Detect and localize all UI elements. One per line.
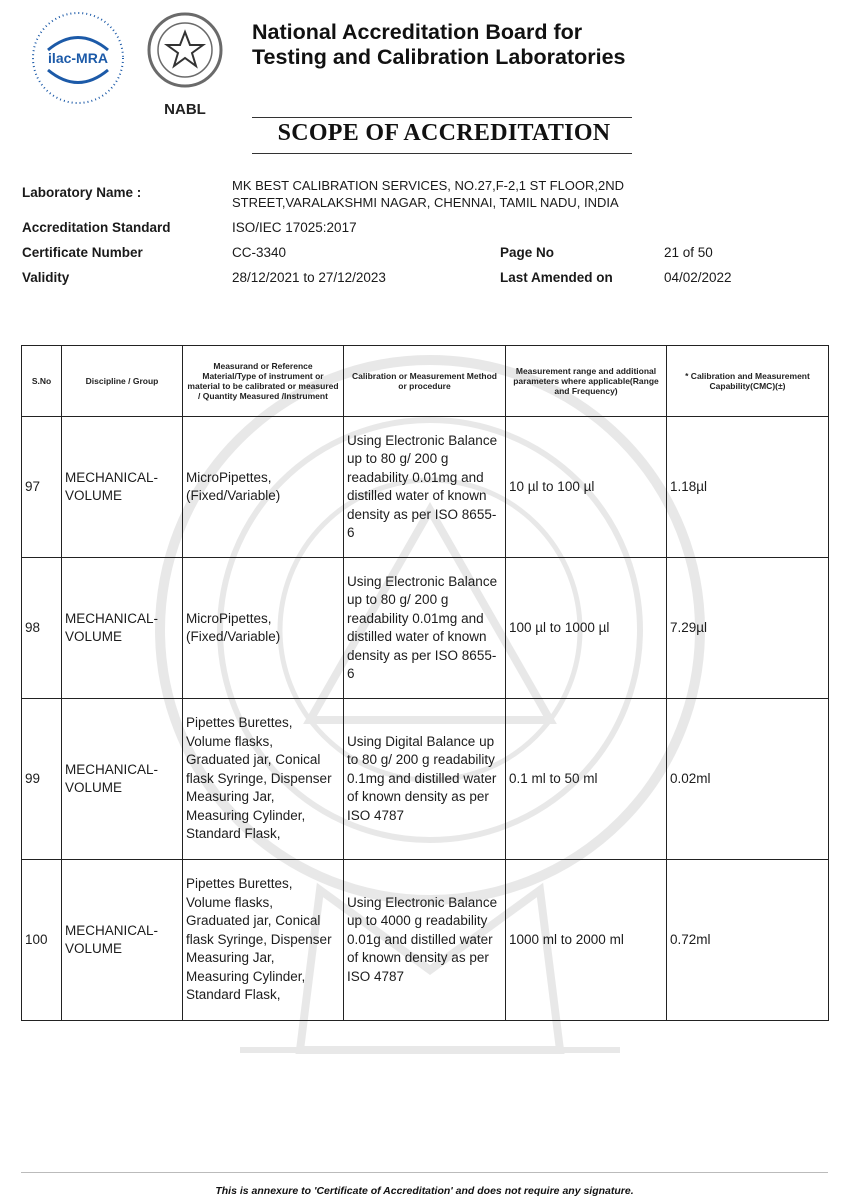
validity-value: 28/12/2021 to 27/12/2023 (232, 270, 386, 285)
page-no-label: Page No (500, 245, 555, 260)
table-header-row (22, 346, 829, 417)
validity-label: Validity (22, 270, 70, 285)
cell-sno: 97 (22, 417, 62, 558)
lab-name-value (232, 177, 712, 211)
page-no-value: 21 of 50 (664, 245, 713, 260)
certificate-value: CC-3340 (232, 245, 287, 260)
table-row (22, 699, 829, 860)
header-range: Measurement range and additional parameters where applicable(Range and Frequency) (506, 346, 667, 417)
certificate-label: Certificate Number (22, 245, 143, 260)
last-amended-value: 04/02/2022 (664, 270, 732, 285)
header-sno: S.No (22, 346, 62, 417)
cell-discipline: MECHANICAL- VOLUME (62, 558, 183, 699)
header-measurand: Measurand or Reference Material/Type of instrument or material to be calibrated or measured / Quantity Measured /Instrument (183, 346, 344, 417)
cell-method: Using Electronic Balance up to 4000 g readability 0.01g and distilled water of known density as per ISO 4787 (344, 860, 506, 1021)
cell-measurand: Pipettes Burettes, Volume flasks, Graduated jar, Conical flask Syringe, Dispenser Measuring Jar, Measuring Cylinder, Standard Flask, (183, 699, 344, 860)
table-row (22, 417, 829, 558)
scope-table (21, 345, 829, 1021)
cell-sno: 99 (22, 699, 62, 860)
cell-measurand: Pipettes Burettes, Volume flasks, Graduated jar, Conical flask Syringe, Dispenser Measuring Jar, Measuring Cylinder, Standard Flask, (183, 860, 344, 1021)
cell-sno: 98 (22, 558, 62, 699)
cell-cmc: 0.72ml (667, 860, 829, 1021)
cell-discipline: MECHANICAL- VOLUME (62, 699, 183, 860)
table-row (22, 558, 829, 699)
footer-note: This is annexure to 'Certificate of Accreditation' and does not require any signature. (215, 1185, 634, 1197)
footer-divider (21, 1172, 828, 1173)
header-cmc: * Calibration and Measurement Capability(CMC)(±) (667, 346, 829, 417)
cell-cmc: 1.18µl (667, 417, 829, 558)
cell-range: 0.1 ml to 50 ml (506, 699, 667, 860)
lab-name-label: Laboratory Name : (22, 185, 142, 200)
nabl-logo (140, 10, 230, 120)
cell-measurand: MicroPipettes, (Fixed/Variable) (183, 417, 344, 558)
lab-name-line1: MK BEST CALIBRATION SERVICES, NO.27,F-2,1 ST FLOOR,2ND (232, 178, 625, 193)
cell-range: 1000 ml to 2000 ml (506, 860, 667, 1021)
org-name-line1: National Accreditation Board for (252, 20, 583, 44)
cell-measurand: MicroPipettes, (Fixed/Variable) (183, 558, 344, 699)
page-title: SCOPE OF ACCREDITATION (277, 120, 611, 146)
header-discipline: Discipline / Group (62, 346, 183, 417)
standard-value: ISO/IEC 17025:2017 (232, 220, 357, 235)
ilac-logo-text: ilac-MRA (48, 50, 108, 66)
cell-method: Using Electronic Balance up to 80 g/ 200 g readability 0.01mg and distilled water of known density as per ISO 8655-6 (344, 558, 506, 699)
lab-name-line2: STREET,VARALAKSHMI NAGAR, CHENNAI, TAMIL NADU, INDIA (232, 195, 619, 210)
header-method: Calibration or Measurement Method or procedure (344, 346, 506, 417)
org-name-line2: Testing and Calibration Laboratories (252, 45, 626, 69)
org-name (252, 20, 812, 70)
cell-cmc: 0.02ml (667, 699, 829, 860)
title-rule-top (252, 117, 632, 118)
ilac-mra-logo (28, 10, 128, 106)
standard-label: Accreditation Standard (22, 220, 171, 235)
nabl-logo-text: NABL (164, 101, 206, 118)
last-amended-label: Last Amended on (500, 270, 613, 285)
table-row (22, 860, 829, 1021)
cell-range: 10 µl to 100 µl (506, 417, 667, 558)
cell-discipline: MECHANICAL- VOLUME (62, 417, 183, 558)
cell-sno: 100 (22, 860, 62, 1021)
cell-discipline: MECHANICAL- VOLUME (62, 860, 183, 1021)
cell-method: Using Digital Balance up to 80 g/ 200 g readability 0.1mg and distilled water of known density as per ISO 4787 (344, 699, 506, 860)
cell-range: 100 µl to 1000 µl (506, 558, 667, 699)
title-rule-bottom (252, 153, 632, 154)
cell-cmc: 7.29µl (667, 558, 829, 699)
cell-method: Using Electronic Balance up to 80 g/ 200 g readability 0.01mg and distilled water of known density as per ISO 8655-6 (344, 417, 506, 558)
